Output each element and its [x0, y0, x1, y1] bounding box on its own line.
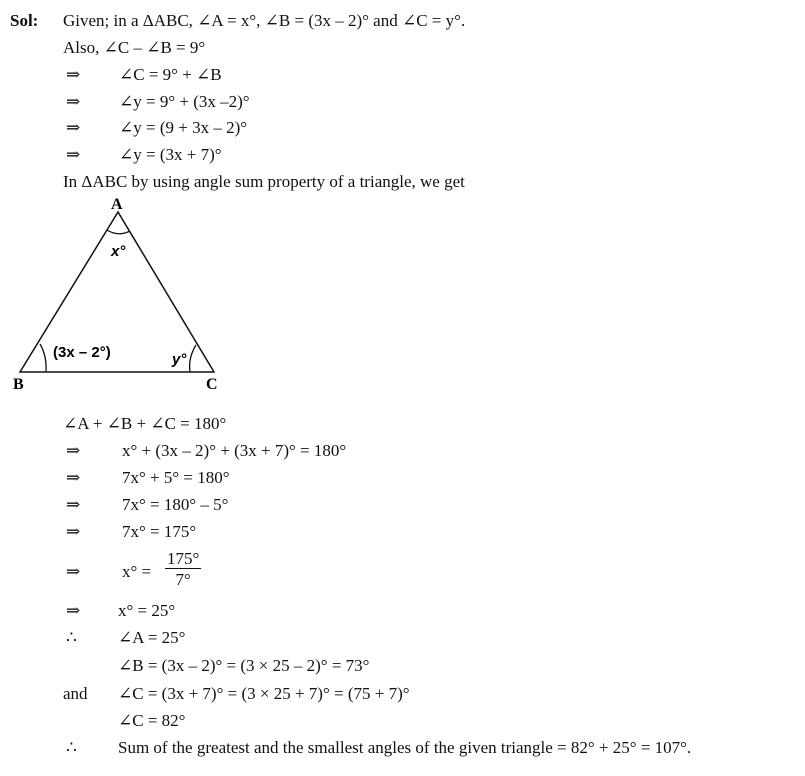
equation-1: ∠A + ∠B + ∠C = 180°	[63, 414, 227, 433]
angle-arc-b	[40, 344, 46, 372]
angle-arc-c	[190, 345, 196, 372]
equation-5: 7x° = 175°	[122, 522, 197, 541]
vertex-b-label: B	[13, 376, 24, 393]
solution-label: Sol:	[10, 11, 39, 30]
equation-3: 7x° + 5° = 180°	[122, 468, 230, 487]
fraction-denominator: 7°	[175, 570, 191, 589]
also-line: Also, ∠C – ∠B = 9°	[63, 38, 206, 57]
step-3: ∠y = (9 + 3x – 2)°	[119, 118, 248, 137]
fraction-numerator: 175°	[167, 549, 200, 568]
triangle-shape	[20, 212, 214, 372]
equation-7: x° = 25°	[118, 601, 176, 620]
step-1: ∠C = 9° + ∠B	[119, 65, 222, 84]
implies-symbol: ⇒	[66, 562, 81, 581]
equation-10: ∠C = (3x + 7)° = (3 × 25 + 7)° = (75 + 7)°	[118, 684, 410, 703]
equation-2: x° + (3x – 2)° + (3x + 7)° = 180°	[122, 441, 347, 460]
given-line: Given; in a ΔABC, ∠A = x°, ∠B = (3x – 2)° and ∠C = y°.	[63, 11, 466, 30]
implies-symbol: ⇒	[66, 522, 81, 541]
angle-a-label: x°	[111, 243, 126, 260]
angle-b-label: (3x – 2°)	[53, 344, 111, 361]
implies-symbol: ⇒	[66, 601, 81, 620]
angle-c-label: y°	[172, 351, 187, 368]
fraction	[165, 550, 201, 589]
implies-symbol: ⇒	[66, 65, 81, 84]
equation-8: ∠A = 25°	[118, 628, 186, 647]
equation-4: 7x° = 180° – 5°	[122, 495, 229, 514]
implies-symbol: ⇒	[66, 118, 81, 137]
vertex-a-label: A	[111, 196, 123, 213]
step-2: ∠y = 9° + (3x –2)°	[119, 92, 250, 111]
vertex-c-label: C	[206, 376, 218, 393]
equation-11: ∠C = 82°	[118, 711, 186, 730]
implies-symbol: ⇒	[66, 441, 81, 460]
implies-symbol: ⇒	[66, 145, 81, 164]
angle-sum-intro: In ΔABC by using angle sum property of a triangle, we get	[63, 172, 465, 191]
step-4: ∠y = (3x + 7)°	[119, 145, 222, 164]
implies-symbol: ⇒	[66, 468, 81, 487]
angle-arc-a	[107, 230, 130, 234]
triangle-diagram	[0, 190, 240, 395]
equation-6-lhs: x° =	[122, 562, 152, 581]
therefore-symbol: ∴	[66, 738, 77, 757]
implies-symbol: ⇒	[66, 92, 81, 111]
therefore-symbol: ∴	[66, 628, 77, 647]
final-answer: Sum of the greatest and the smallest angles of the given triangle = 82° + 25° = 107°.	[118, 738, 692, 757]
equation-9: ∠B = (3x – 2)° = (3 × 25 – 2)° = 73°	[118, 656, 370, 675]
implies-symbol: ⇒	[66, 495, 81, 514]
and-word: and	[63, 684, 88, 703]
